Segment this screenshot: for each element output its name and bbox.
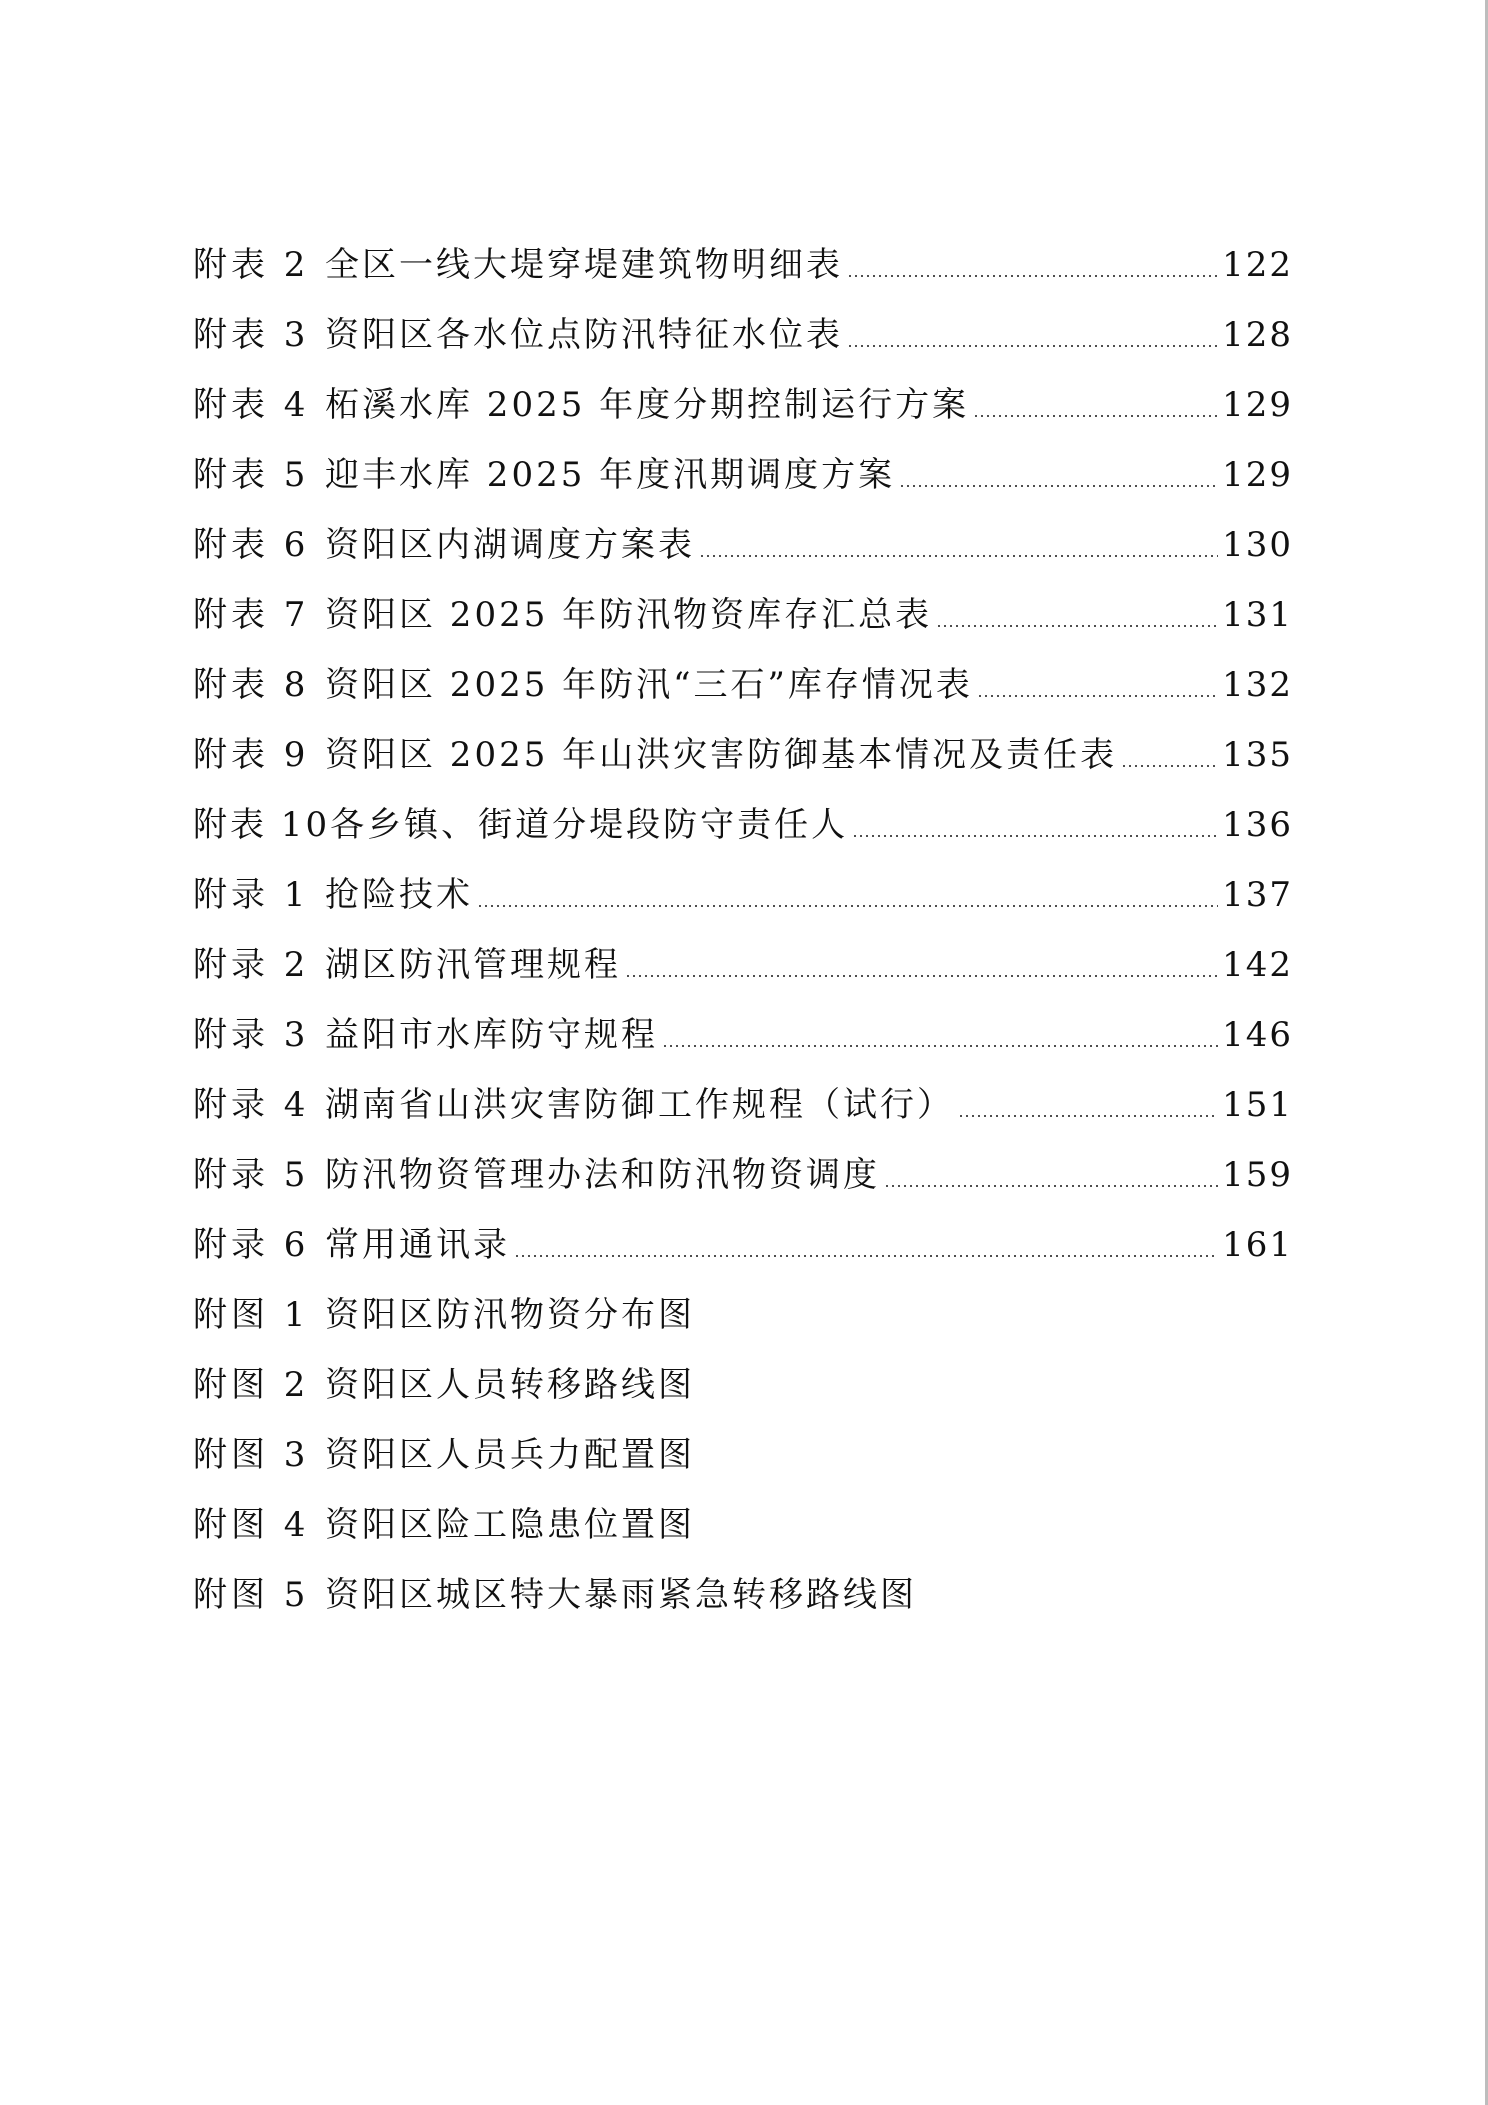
toc-entry-label: 附表 9 bbox=[193, 735, 310, 775]
toc-entry[interactable] bbox=[193, 300, 1293, 370]
toc-entry-label: 附表 7 bbox=[193, 595, 310, 635]
toc-dot-leader bbox=[936, 625, 1218, 627]
toc-entry-label: 附录 5 bbox=[193, 1155, 310, 1195]
toc-entry[interactable] bbox=[193, 1560, 1293, 1630]
toc-entry-page: 132 bbox=[1222, 665, 1293, 705]
toc-entry-page: 136 bbox=[1222, 805, 1293, 845]
toc-entry[interactable] bbox=[193, 1280, 1293, 1350]
toc-entry[interactable] bbox=[193, 1000, 1293, 1070]
toc-entry-title: 全区一线大堤穿堤建筑物明细表 bbox=[325, 245, 843, 285]
toc-entry-page: 135 bbox=[1222, 735, 1293, 775]
toc-entry[interactable] bbox=[193, 1490, 1293, 1560]
toc-entry-title: 防汛物资管理办法和防汛物资调度 bbox=[325, 1155, 880, 1195]
toc-entry-label: 附图 2 bbox=[193, 1365, 310, 1405]
toc-dot-leader bbox=[847, 345, 1218, 347]
toc-entry-label: 附录 4 bbox=[193, 1085, 310, 1125]
toc-entry[interactable] bbox=[193, 580, 1293, 650]
toc-entry[interactable] bbox=[193, 860, 1293, 930]
toc-entry[interactable] bbox=[193, 1140, 1293, 1210]
toc-entry-page: 146 bbox=[1222, 1015, 1293, 1055]
toc-entry-page: 129 bbox=[1222, 455, 1293, 495]
toc-entry-title: 迎丰水库 2025 年度汛期调度方案 bbox=[325, 455, 896, 495]
toc-entry-page: 137 bbox=[1222, 875, 1293, 915]
toc-dot-leader bbox=[625, 975, 1218, 977]
toc-entry-label: 附图 4 bbox=[193, 1505, 310, 1545]
toc-entry-page: 131 bbox=[1222, 595, 1293, 635]
toc-entry-title: 资阳区城区特大暴雨紧急转移路线图 bbox=[325, 1575, 917, 1615]
table-of-contents bbox=[193, 230, 1293, 1630]
toc-entry-label: 附录 2 bbox=[193, 945, 310, 985]
toc-entry-label: 附表 2 bbox=[193, 245, 310, 285]
toc-entry[interactable] bbox=[193, 930, 1293, 1000]
toc-entry-label: 附图 1 bbox=[193, 1295, 310, 1335]
toc-entry-title: 各乡镇、街道分堤段防守责任人 bbox=[330, 805, 849, 845]
toc-entry[interactable] bbox=[193, 510, 1293, 580]
toc-entry-title: 湖区防汛管理规程 bbox=[325, 945, 621, 985]
toc-entry-page: 159 bbox=[1222, 1155, 1293, 1195]
toc-entry-label: 附录 6 bbox=[193, 1225, 310, 1265]
toc-entry-page: 130 bbox=[1222, 525, 1293, 565]
toc-entry-title: 抢险技术 bbox=[325, 875, 473, 915]
toc-entry-title: 常用通讯录 bbox=[325, 1225, 510, 1265]
toc-entry-page: 161 bbox=[1222, 1225, 1293, 1265]
toc-dot-leader bbox=[1121, 765, 1218, 767]
toc-entry-label: 附表 4 bbox=[193, 385, 310, 425]
toc-dot-leader bbox=[514, 1255, 1218, 1257]
toc-entry-title: 资阳区 2025 年山洪灾害防御基本情况及责任表 bbox=[325, 735, 1118, 775]
toc-entry[interactable] bbox=[193, 1210, 1293, 1280]
toc-entry[interactable] bbox=[193, 650, 1293, 720]
toc-entry[interactable] bbox=[193, 230, 1293, 300]
toc-entry-page: 122 bbox=[1222, 245, 1293, 285]
toc-dot-leader bbox=[958, 1115, 1218, 1117]
toc-entry-label: 附图 3 bbox=[193, 1435, 310, 1475]
toc-entry-title: 资阳区险工隐患位置图 bbox=[325, 1505, 695, 1545]
toc-dot-leader bbox=[852, 835, 1218, 837]
toc-entry-title: 资阳区人员转移路线图 bbox=[325, 1365, 695, 1405]
toc-entry-title: 资阳区防汛物资分布图 bbox=[325, 1295, 695, 1335]
toc-entry[interactable] bbox=[193, 1350, 1293, 1420]
toc-entry[interactable] bbox=[193, 720, 1293, 790]
toc-dot-leader bbox=[899, 485, 1218, 487]
toc-dot-leader bbox=[884, 1185, 1218, 1187]
toc-entry-label: 附表 8 bbox=[193, 665, 310, 705]
toc-entry-label: 附表 10 bbox=[193, 805, 331, 845]
toc-entry-title: 资阳区人员兵力配置图 bbox=[325, 1435, 695, 1475]
toc-entry[interactable] bbox=[193, 440, 1293, 510]
toc-entry-page: 151 bbox=[1222, 1085, 1293, 1125]
toc-entry-title: 资阳区内湖调度方案表 bbox=[325, 525, 695, 565]
toc-entry-page: 129 bbox=[1222, 385, 1293, 425]
toc-dot-leader bbox=[699, 555, 1218, 557]
toc-entry-page: 128 bbox=[1222, 315, 1293, 355]
toc-entry-label: 附表 3 bbox=[193, 315, 310, 355]
toc-entry[interactable] bbox=[193, 790, 1293, 860]
toc-dot-leader bbox=[662, 1045, 1218, 1047]
toc-entry-title: 湖南省山洪灾害防御工作规程（试行） bbox=[325, 1085, 954, 1125]
toc-entry-title: 资阳区 2025 年防汛物资库存汇总表 bbox=[325, 595, 933, 635]
toc-dot-leader bbox=[973, 415, 1218, 417]
toc-dot-leader bbox=[977, 695, 1218, 697]
toc-entry-title: 益阳市水库防守规程 bbox=[325, 1015, 658, 1055]
toc-entry-label: 附图 5 bbox=[193, 1575, 310, 1615]
toc-entry-page: 142 bbox=[1222, 945, 1293, 985]
toc-dot-leader bbox=[477, 905, 1218, 907]
toc-entry-label: 附表 6 bbox=[193, 525, 310, 565]
toc-entry-label: 附录 1 bbox=[193, 875, 310, 915]
toc-entry[interactable] bbox=[193, 1420, 1293, 1490]
toc-entry-title: 资阳区各水位点防汛特征水位表 bbox=[325, 315, 843, 355]
toc-entry-label: 附录 3 bbox=[193, 1015, 310, 1055]
toc-dot-leader bbox=[847, 275, 1218, 277]
toc-entry-title: 柘溪水库 2025 年度分期控制运行方案 bbox=[325, 385, 970, 425]
toc-entry[interactable] bbox=[193, 370, 1293, 440]
toc-entry-label: 附表 5 bbox=[193, 455, 310, 495]
toc-entry-title: 资阳区 2025 年防汛“三石”库存情况表 bbox=[325, 665, 973, 705]
toc-entry[interactable] bbox=[193, 1070, 1293, 1140]
